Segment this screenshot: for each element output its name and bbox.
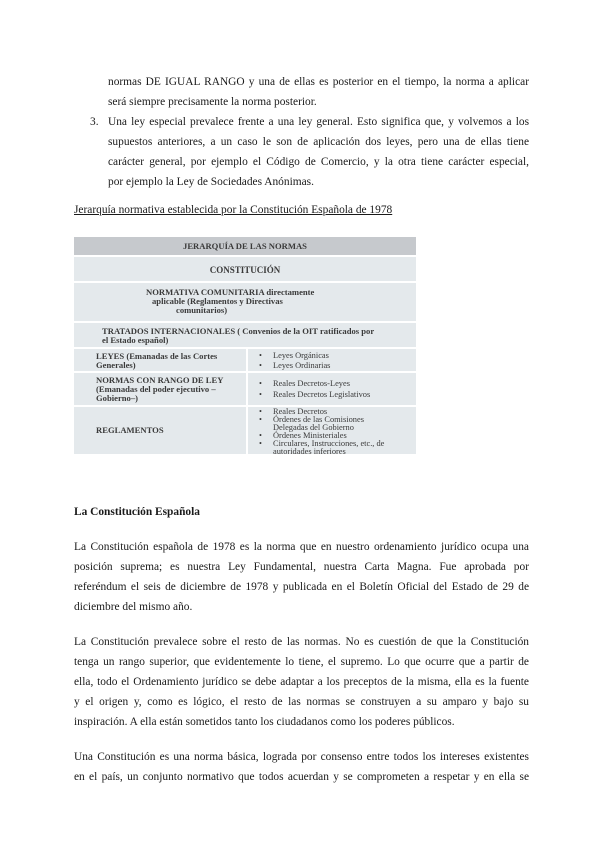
list-item: • Reales Decretos Legislativos	[259, 390, 371, 399]
paragraph-2-line-1: La Constitución prevalece sobre el resto de las normas. No es cuestión de que la Constitución	[74, 636, 529, 648]
list-item-number: 3.	[90, 116, 99, 128]
table-reglamentos-row	[74, 407, 416, 454]
intro-line-2: será siempre precisamente la norma posterior.	[108, 96, 317, 108]
comunitaria-line-3: comunitarios)	[176, 305, 228, 315]
table-leyes-items	[256, 351, 330, 370]
table-tratados	[102, 327, 374, 345]
list-item: • Leyes Ordinarias	[259, 360, 331, 370]
list-item: • Reales Decretos	[259, 407, 328, 416]
table-reglamentos-label: REGLAMENTOS	[96, 425, 164, 435]
comunitaria-line-1: NORMATIVA COMUNITARIA directamente	[146, 287, 315, 297]
table-rango-row	[74, 373, 416, 407]
tratados-line-1: TRATADOS INTERNACIONALES ( Convenios de la OIT ratificados por	[102, 326, 375, 336]
table-title-row	[74, 237, 416, 257]
table-comunitaria-row	[74, 283, 416, 323]
rango-line-3: Gobierno–)	[96, 393, 139, 403]
table-rango-label	[96, 376, 223, 403]
jerarquia-table	[74, 237, 416, 454]
paragraph-1-line-1: La Constitución española de 1978 es la norma que en nuestro ordenamiento jurídico ocupa una	[74, 541, 529, 553]
paragraph-1-line-2: posición suprema; es nuestra Ley Fundamental, nuestra Carta Magna. Fue aprobada por	[74, 561, 529, 573]
list-item-line-2: supuestos anteriores, a un caso le son de aplicación dos leyes, pero una de ellas tiene	[108, 136, 529, 148]
list-item-line-1: Una ley especial prevalece frente a una ley general. Esto significa que, y volvemos a los	[108, 116, 529, 128]
table-column-divider	[246, 349, 248, 454]
list-item: • Órdenes Ministeriales	[259, 431, 347, 440]
paragraph-3-line-2: en el país, un conjunto normativo que todos acuerdan y se comprometen a respetar y en ella se	[74, 771, 529, 783]
paragraph-3-line-1: Una Constitución es una norma básica, lograda por consenso entre todos los intereses existentes	[74, 751, 529, 763]
jerarquia-heading: Jerarquía normativa establecida por la Constitución Española de 1978	[74, 204, 393, 216]
leyes-line-2: Generales)	[96, 360, 136, 370]
rango-line-1: NORMAS CON RANGO DE LEY	[96, 375, 224, 385]
list-item: • Circulares, Instrucciones, etc., de autoridades inferiores	[259, 439, 385, 456]
paragraph-2-line-5: inspiración. A ella están sometidos tanto los ciudadanos como los poderes públicos.	[74, 716, 455, 728]
intro-line-1: normas DE IGUAL RANGO y una de ellas es posterior en el tiempo, la norma a aplicar	[108, 76, 529, 88]
table-constitucion: CONSTITUCIÓN	[209, 265, 281, 275]
table-constitucion-row	[74, 257, 416, 283]
paragraph-2-line-3: ella, todo el Ordenamiento jurídico se debe adaptar a los preceptos de la misma, ella es la fuente	[74, 676, 529, 688]
rango-line-2: (Emanadas del poder ejecutivo –	[96, 384, 216, 394]
comunitaria-line-2: aplicable (Reglamentos y Directivas	[152, 296, 283, 306]
paragraph-2-line-2: tenga un rango superior, que evidentemente lo tiene, el supremo. Lo que ocurre que a partir de	[74, 656, 529, 668]
list-item: • Reales Decretos-Leyes	[259, 379, 350, 388]
paragraph-2-line-4: y el origen y, como es lógico, el resto de las normas se construyen a su amparo y bajo su	[74, 696, 529, 708]
tratados-line-2: el Estado español)	[102, 335, 169, 345]
list-item-line-4: por ejemplo la Ley de Sociedades Anónimas.	[108, 176, 314, 188]
table-leyes-row	[74, 349, 416, 373]
list-item: • Leyes Orgánicas	[259, 351, 329, 360]
paragraph-1-line-4: diciembre del mismo año.	[74, 601, 193, 613]
list-item-line-3: carácter general, por ejemplo el Código de Comercio, y la otra tiene carácter especial,	[108, 156, 529, 168]
table-tratados-row	[74, 323, 416, 349]
list-item: • Órdenes de las Comisiones Delegadas del Gobierno	[259, 415, 364, 432]
table-comunitaria	[146, 288, 314, 315]
table-rango-items	[256, 378, 370, 400]
leyes-line-1: LEYES (Emanadas de las Cortes	[96, 351, 218, 361]
constitucion-heading: La Constitución Española	[74, 506, 200, 518]
table-leyes-label	[96, 352, 217, 370]
table-reglamentos-items	[256, 408, 414, 456]
table-title: JERARQUÍA DE LAS NORMAS	[183, 241, 307, 251]
paragraph-1-line-3: referéndum el seis de diciembre de 1978 y publicada en el Boletín Oficial del Estado de 29 de	[74, 581, 529, 593]
